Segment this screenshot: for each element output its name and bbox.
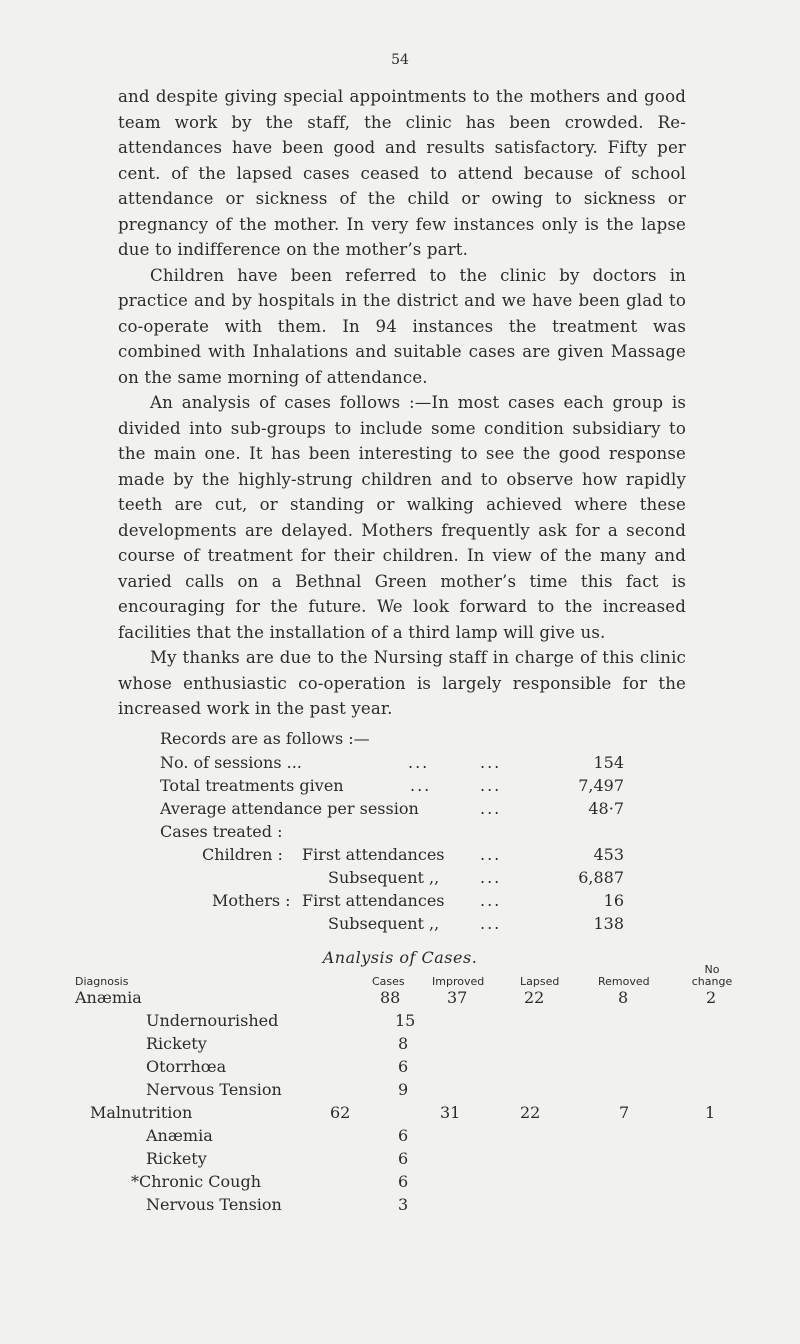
malnutrition-lapsed: 22 <box>520 1103 541 1122</box>
treatments-dots-1: ... <box>410 776 432 795</box>
malnutrition-improved: 31 <box>440 1103 461 1122</box>
mothers-subsequent-dots: ... <box>480 914 502 933</box>
malnutrition-sub-label: *Chronic Cough <box>131 1172 262 1191</box>
analysis-title: Analysis of Cases. <box>322 948 478 967</box>
anaemia-sub-label: Rickety <box>146 1034 207 1053</box>
malnutrition-sub-value: 6 <box>398 1126 409 1145</box>
paragraph-3: An analysis of cases follows :—In most cases each group is divided into sub-groups to include some condition subsidiary to the main one. It has been interesting to see the good response made by the highly-strung children and to observe how rapidly teeth are cut, or standing or walking achieved where these developments are delayed. Mothers frequently ask for a second course of treatment for their children. In view of the many and varied calls on a Bethnal Green mother’s time this fact is encouraging for the future. We look forward to the increased facilities that the installation of a third lamp will give us. <box>118 393 686 642</box>
anaemia-cases: 88 <box>380 988 401 1007</box>
malnutrition-cases: 62 <box>330 1103 351 1122</box>
treatments-label: Total treatments given <box>160 776 344 795</box>
paragraph-1: and despite giving special appointments to the mothers and good team work by the staff, the clinic has been crowded. Re-attendances have been good and results satisfactory. Fifty per cent. of the lapsed cases ceased to attend because of school attendance or sickness of the child or owing to sickness or pregnancy of the mother. In very few instances only is the lapse due to indifference on the mother’s part. <box>118 87 686 259</box>
average-value: 48·7 <box>588 799 624 818</box>
children-first-value: 453 <box>593 845 624 864</box>
header-improved: Improved <box>432 975 485 988</box>
mothers-subsequent-value: 138 <box>593 914 624 933</box>
anaemia-label: Anæmia <box>75 988 142 1007</box>
children-subsequent-dots: ... <box>480 868 502 887</box>
header-lapsed: Lapsed <box>520 975 560 988</box>
mothers-first-value: 16 <box>603 891 624 910</box>
children-subsequent-label: Subsequent ,, <box>328 868 440 887</box>
sessions-dots-1: ... <box>408 753 430 772</box>
average-label: Average attendance per session <box>160 799 419 818</box>
header-no-change-2: change <box>691 975 733 988</box>
anaemia-sub-label: Undernourished <box>146 1011 279 1030</box>
anaemia-sub-label: Nervous Tension <box>146 1080 282 1099</box>
anaemia-sub-value: 8 <box>398 1034 409 1053</box>
anaemia-sub-label: Otorrhœa <box>146 1057 227 1076</box>
anaemia-removed: 8 <box>618 988 629 1007</box>
header-removed: Removed <box>598 975 650 988</box>
malnutrition-label: Malnutrition <box>90 1103 193 1122</box>
mothers-label: Mothers : <box>212 891 291 910</box>
malnutrition-sub-label: Anæmia <box>146 1126 213 1145</box>
treatments-value: 7,497 <box>578 776 624 795</box>
average-dots: ... <box>480 799 502 818</box>
treatments-dots-2: ... <box>480 776 502 795</box>
mothers-subsequent-label: Subsequent ,, <box>328 914 440 933</box>
malnutrition-sub-value: 6 <box>398 1149 409 1168</box>
anaemia-sub-value: 15 <box>395 1011 416 1030</box>
header-no-change-1: No <box>704 963 720 976</box>
malnutrition-removed: 7 <box>619 1103 630 1122</box>
anaemia-no-change: 2 <box>706 988 717 1007</box>
cases-treated-label: Cases treated : <box>160 822 283 841</box>
sessions-label: No. of sessions ... <box>160 753 302 772</box>
children-first-dots: ... <box>480 845 502 864</box>
mothers-first-label: First attendances <box>302 891 445 910</box>
paragraph-4: My thanks are due to the Nursing staff in charge of this clinic whose enthusiastic co-operation is largely responsible for the increased work in the past year. <box>118 648 686 718</box>
anaemia-improved: 37 <box>447 988 468 1007</box>
body-text <box>118 84 686 722</box>
anaemia-sub-value: 6 <box>398 1057 409 1076</box>
sessions-dots-2: ... <box>480 753 502 772</box>
mothers-first-dots: ... <box>480 891 502 910</box>
children-first-label: First attendances <box>302 845 445 864</box>
anaemia-sub-value: 9 <box>398 1080 409 1099</box>
page-number: 54 <box>391 52 409 68</box>
sessions-value: 154 <box>593 753 624 772</box>
paragraph-2: Children have been referred to the clinic by doctors in practice and by hospitals in the district and we have been glad to co-operate with them. In 94 instances the treatment was combined with Inhalations and suitable cases are given Massage on the same morning of attendance. <box>118 265 686 387</box>
header-cases: Cases <box>372 975 405 988</box>
malnutrition-sub-value: 6 <box>398 1172 409 1191</box>
malnutrition-sub-label: Rickety <box>146 1149 207 1168</box>
records-intro: Records are as follows :— <box>160 729 370 748</box>
malnutrition-no-change: 1 <box>705 1103 716 1122</box>
malnutrition-sub-value: 3 <box>398 1195 409 1214</box>
children-label: Children : <box>202 845 283 864</box>
anaemia-lapsed: 22 <box>524 988 545 1007</box>
children-subsequent-value: 6,887 <box>578 868 624 887</box>
header-diagnosis: Diagnosis <box>75 975 129 988</box>
malnutrition-sub-label: Nervous Tension <box>146 1195 282 1214</box>
